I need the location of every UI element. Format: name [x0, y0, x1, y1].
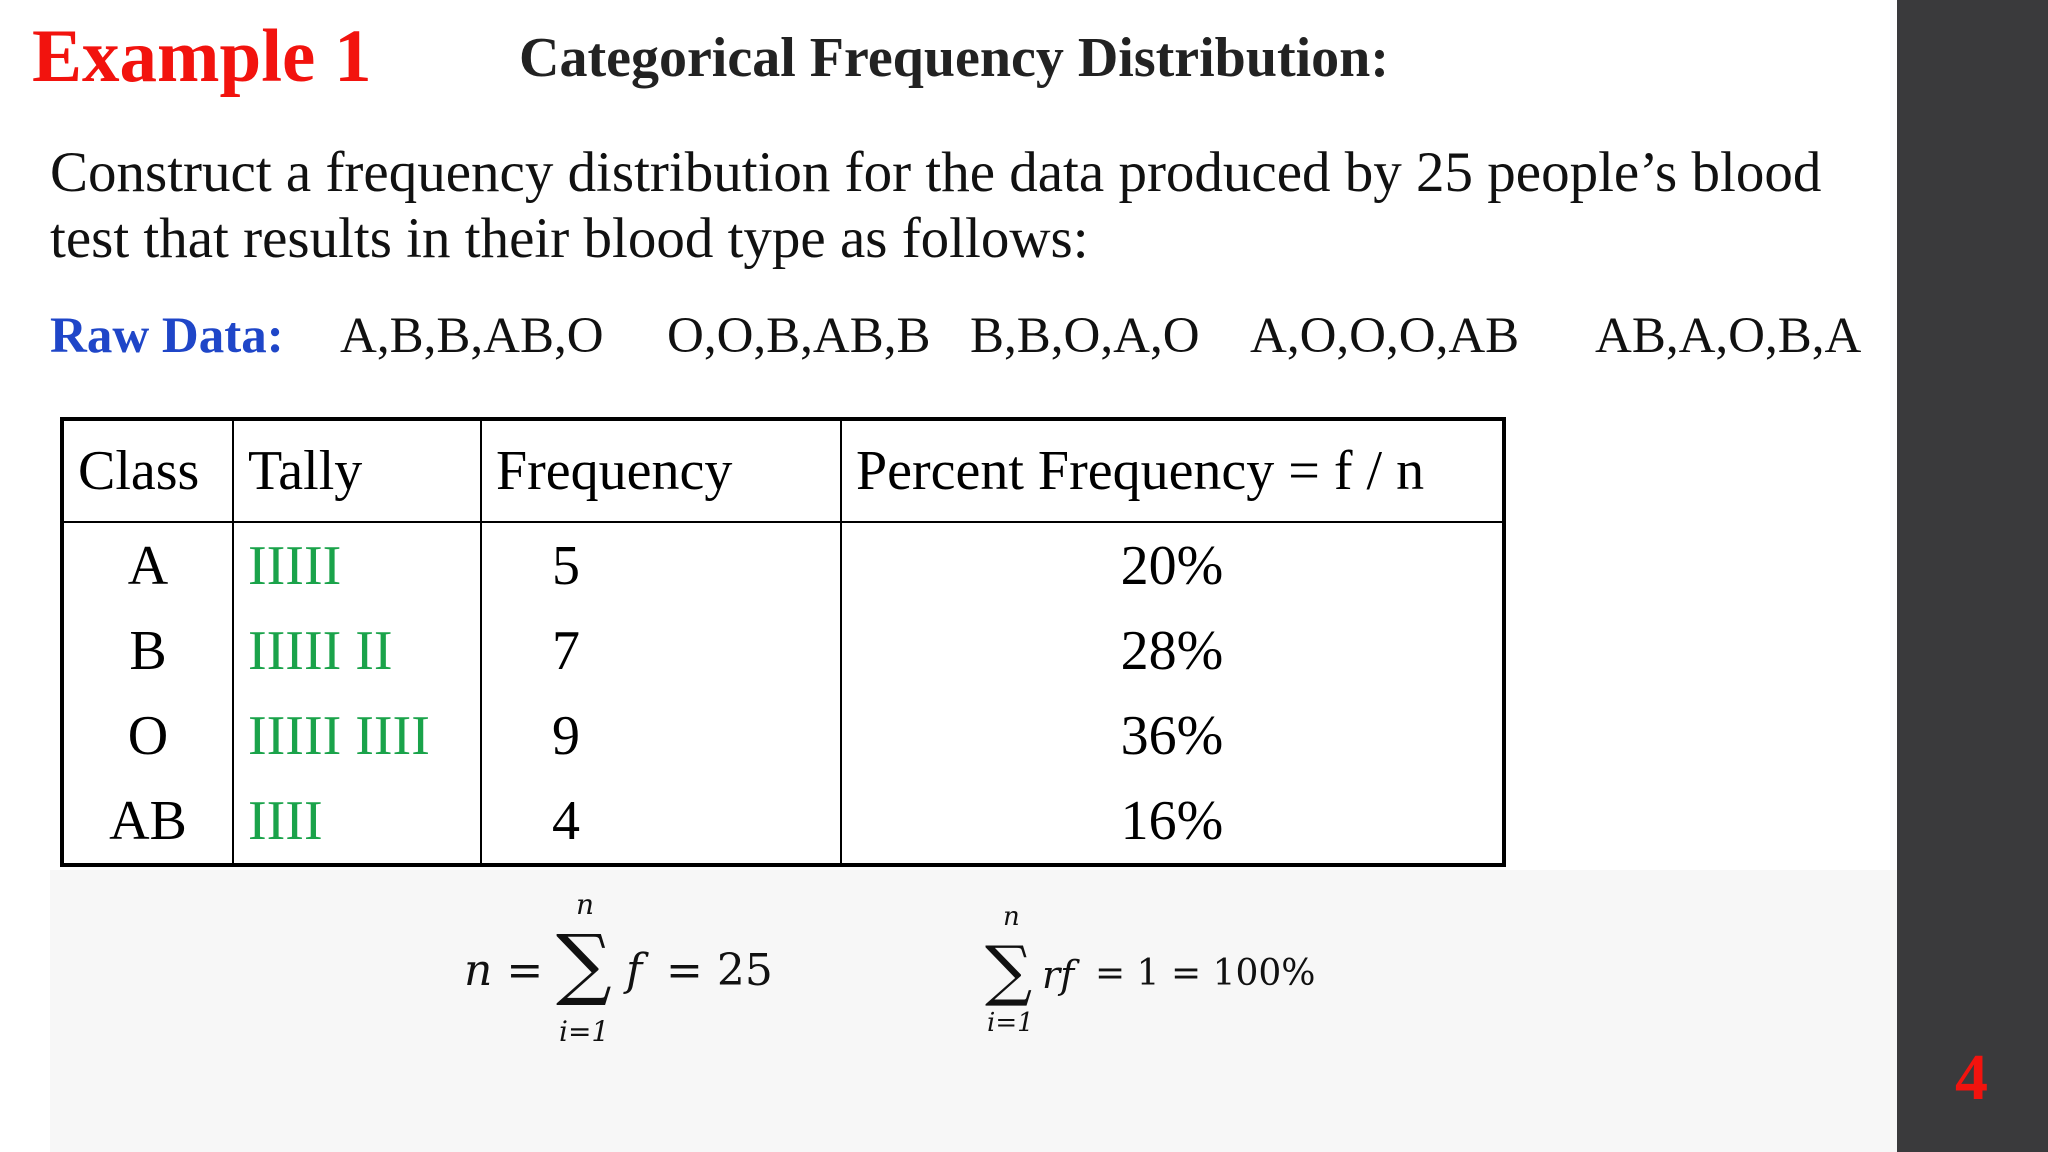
sum-lower-limit: i=1: [559, 1015, 610, 1048]
cell-percent: 16%: [1120, 789, 1224, 852]
cell-frequency: 9: [481, 693, 841, 778]
table-row: [62, 778, 1504, 865]
cell-frequency: 5: [481, 522, 841, 608]
page-number: 4: [1955, 1041, 1988, 1114]
cell-class: A: [62, 522, 233, 608]
sum-upper-limit: n: [576, 888, 595, 921]
raw-data-group: A,O,O,O,AB: [1250, 308, 1520, 364]
cell-class: B: [62, 608, 233, 693]
cell-class: O: [62, 693, 233, 778]
cell-tally: IIIII IIII: [233, 693, 481, 778]
cell-tally: IIIII II: [233, 608, 481, 693]
cell-tally: IIIII: [233, 522, 481, 608]
sigma-icon: ∑: [985, 932, 1033, 1009]
cell-class: AB: [62, 778, 233, 865]
formula-term: rf: [1042, 953, 1075, 997]
raw-data-group: O,O,B,AB,B: [667, 308, 931, 364]
header-percent-frequency: Percent Frequency = f / n: [841, 419, 1504, 522]
table-header-row: [62, 419, 1504, 522]
side-bar: [1897, 0, 2048, 1152]
sum-lower-limit: i=1: [987, 1008, 1034, 1038]
slide-background-lower: [50, 870, 1897, 1152]
header-tally: Tally: [233, 419, 481, 522]
formula-term: f: [626, 945, 643, 996]
sum-upper-limit: n: [1003, 902, 1020, 932]
formula-sum-rf: [985, 898, 1325, 1048]
table-row: [62, 608, 1504, 693]
cell-percent: 20%: [1120, 534, 1224, 597]
slide-heading: Categorical Frequency Distribution:: [519, 27, 1389, 89]
cell-percent: 36%: [1120, 704, 1224, 767]
header-frequency: Frequency: [481, 419, 841, 522]
formula-rhs: = 1 = 100%: [1095, 953, 1316, 994]
formula-lhs: n =: [464, 945, 544, 996]
cell-percent: 28%: [1120, 619, 1224, 682]
intro-paragraph: Construct a frequency distribution for the data produced by 25 people’s blood test that results in their blood type as follows:: [50, 141, 1822, 270]
raw-data-line: [50, 307, 1862, 365]
cell-frequency: 7: [481, 608, 841, 693]
table-row: [62, 522, 1504, 608]
cell-frequency: 4: [481, 778, 841, 865]
raw-data-group: B,B,O,A,O: [970, 308, 1200, 364]
raw-data-group: A,B,B,AB,O: [340, 308, 604, 364]
formula-sum-n: [464, 880, 784, 1060]
raw-data-label: Raw Data:: [50, 308, 284, 364]
sigma-icon: ∑: [556, 919, 612, 1009]
example-title: Example 1: [32, 15, 372, 98]
raw-data-group: AB,A,O,B,A: [1595, 308, 1862, 364]
frequency-table: [60, 417, 1506, 867]
cell-tally: IIII: [233, 778, 481, 865]
header-class: Class: [62, 419, 233, 522]
formula-rhs: = 25: [666, 945, 773, 996]
table-row: [62, 693, 1504, 778]
